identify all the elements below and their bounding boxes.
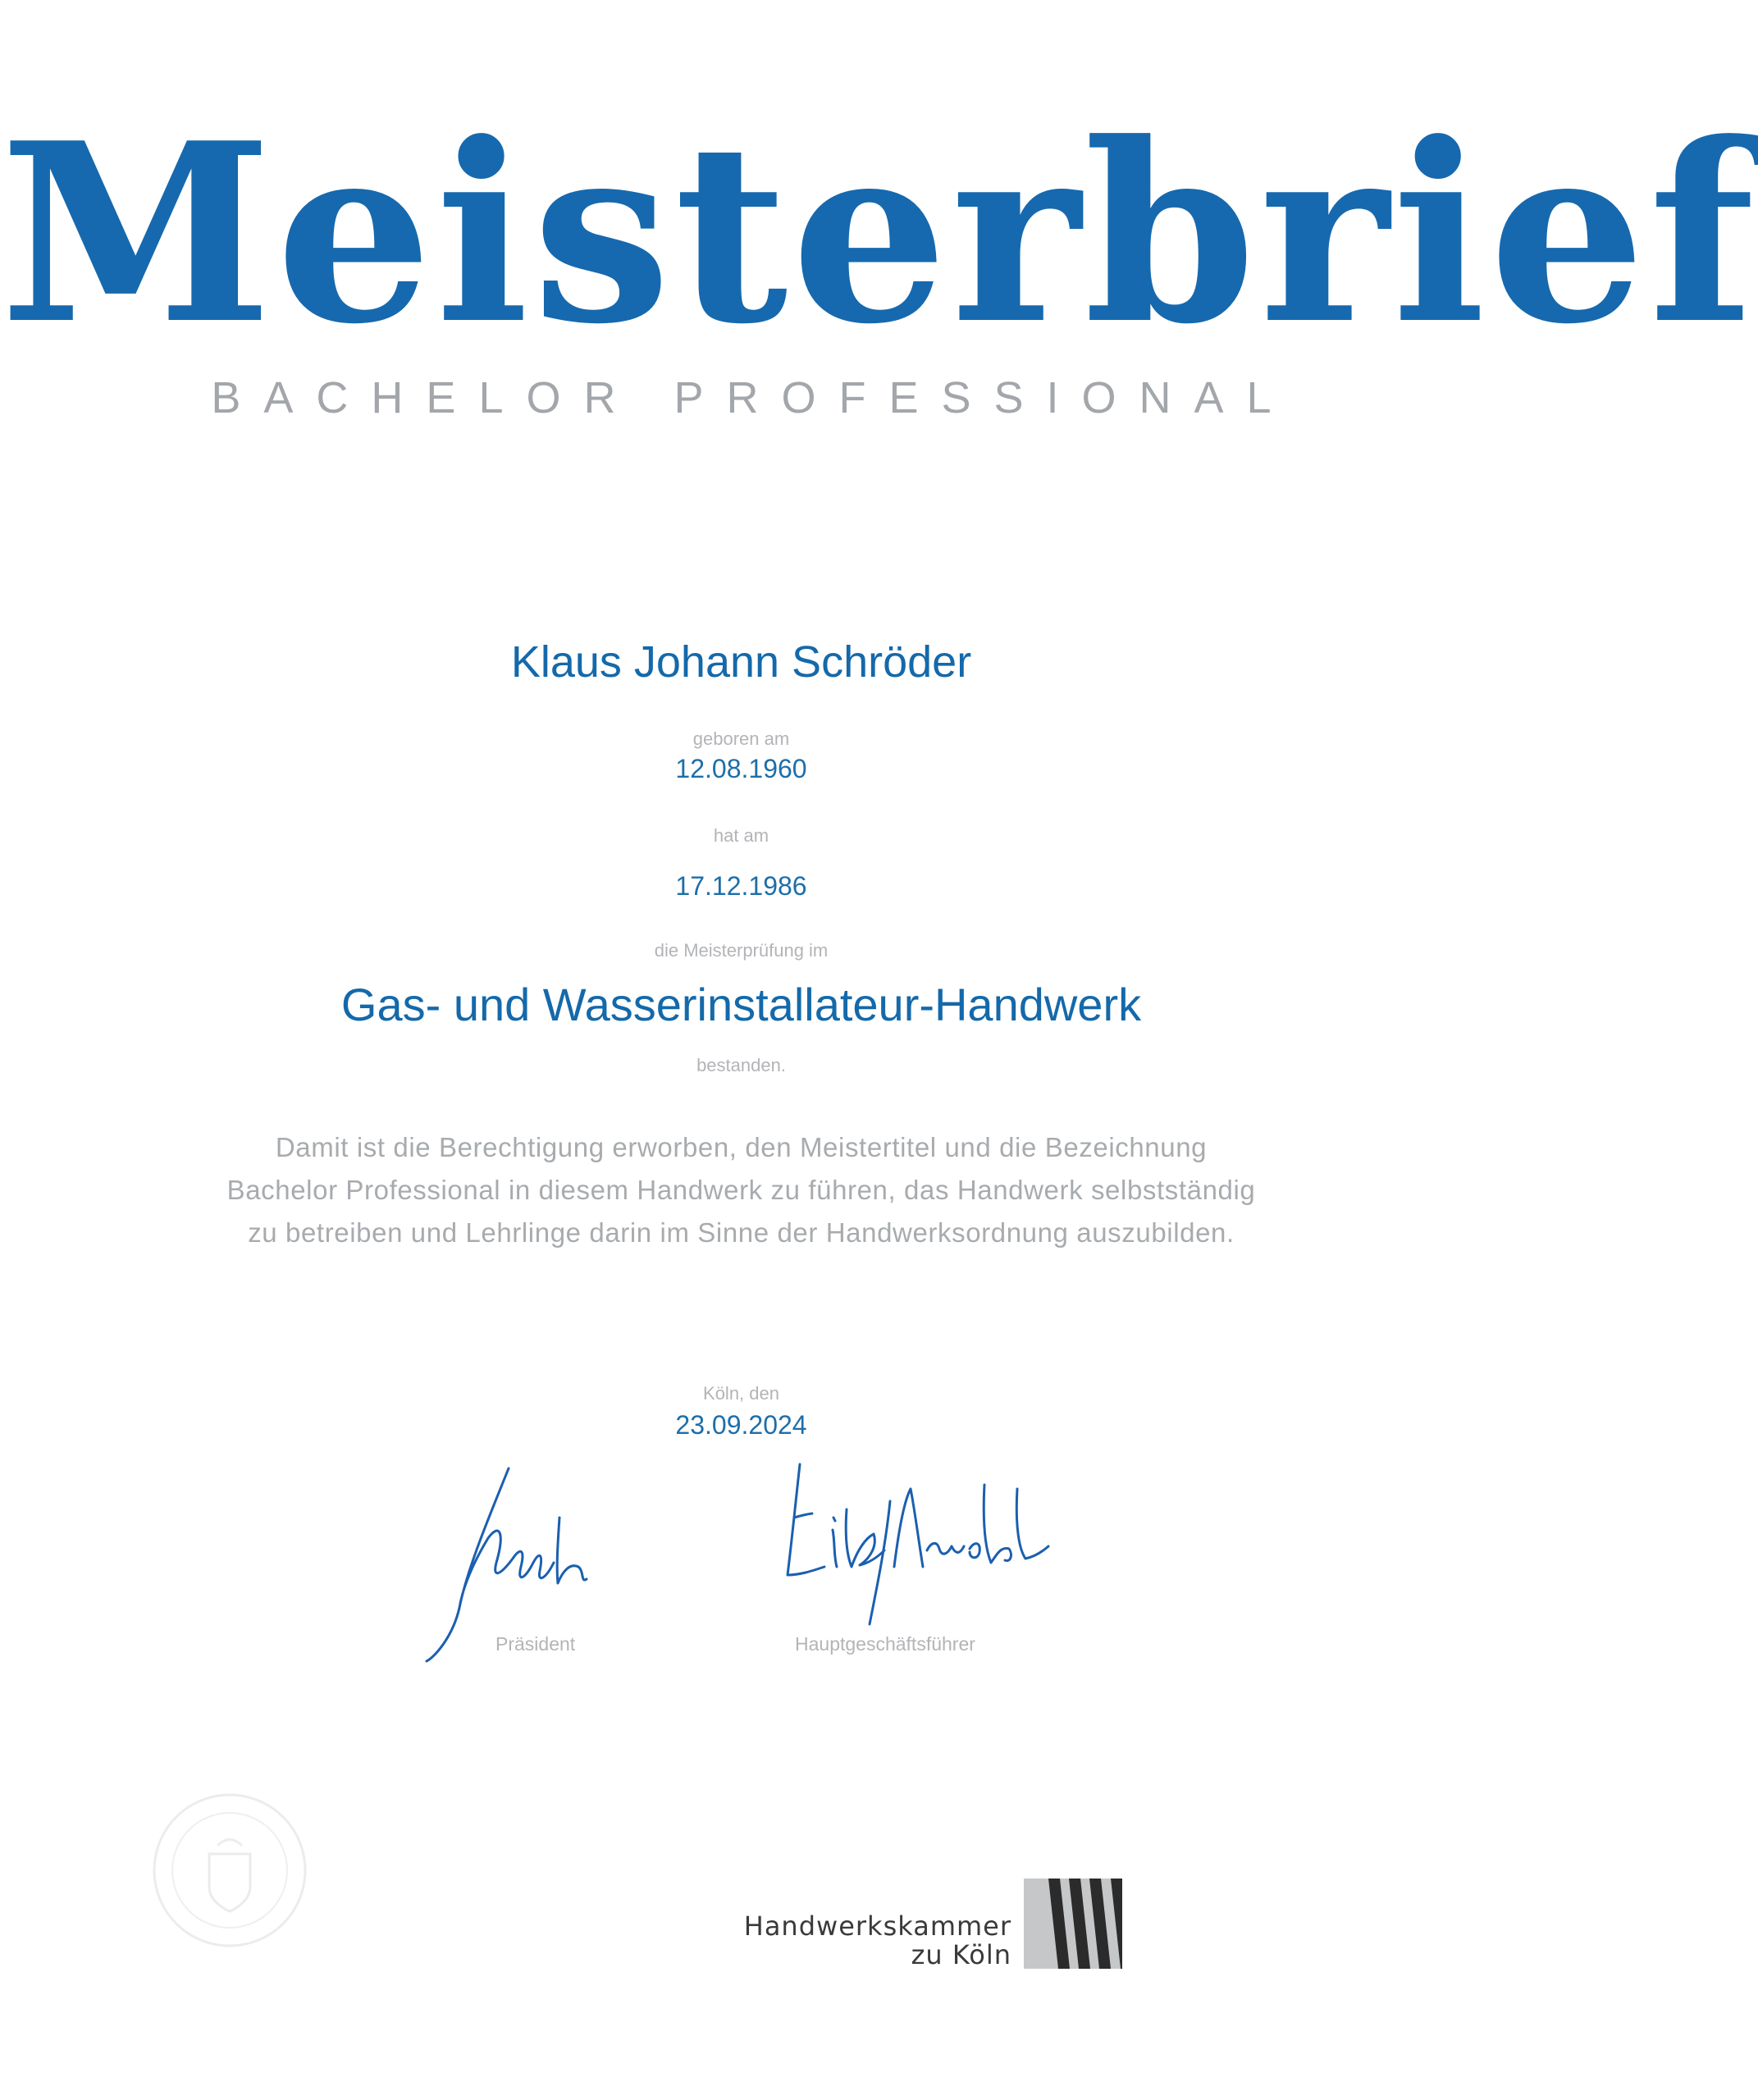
holder-name: Klaus Johann Schröder <box>510 637 972 687</box>
entitlement-line: Damit ist die Berechtigung erworben, den Meistertitel und die Bezeichnung <box>275 1132 1208 1162</box>
embossed-seal <box>148 1788 312 1956</box>
entitlement-line: zu betreiben und Lehrlinge darin im Sinne der Handwerksordnung auszubilden. <box>248 1217 1235 1248</box>
president-label: Präsident <box>495 1633 576 1655</box>
trade-name: Gas- und Wasserinstallateur-Handwerk <box>340 979 1142 1030</box>
place-label: Köln, den <box>703 1383 779 1404</box>
issuer-name-line1: Handwerkskammer <box>743 1911 1011 1942</box>
exam-date: 17.12.1986 <box>675 871 807 901</box>
certificate-title: Meisterbrief <box>0 89 1758 378</box>
entitlement-line: Bachelor Professional in diesem Handwerk zu führen, das Handwerk selbstständig <box>226 1175 1256 1205</box>
certificate-subtitle: BACHELOR PROFESSIONAL <box>211 373 1295 422</box>
issuer-name-line2: zu Köln <box>911 1939 1011 1970</box>
birth-date: 12.08.1960 <box>675 754 807 783</box>
managing-director-label: Hauptgeschäftsführer <box>795 1633 975 1655</box>
passed-label: bestanden. <box>696 1055 786 1075</box>
born-label: geboren am <box>692 728 790 749</box>
entitlement-paragraph <box>0 1126 1482 1254</box>
managing-director-signature <box>755 1452 1066 1632</box>
chamber-logo-icon <box>1024 1879 1122 1973</box>
exam-label: hat am <box>713 825 769 846</box>
issue-date: 23.09.2024 <box>675 1410 807 1440</box>
exam-subject-label: die Meisterprüfung im <box>654 940 829 961</box>
